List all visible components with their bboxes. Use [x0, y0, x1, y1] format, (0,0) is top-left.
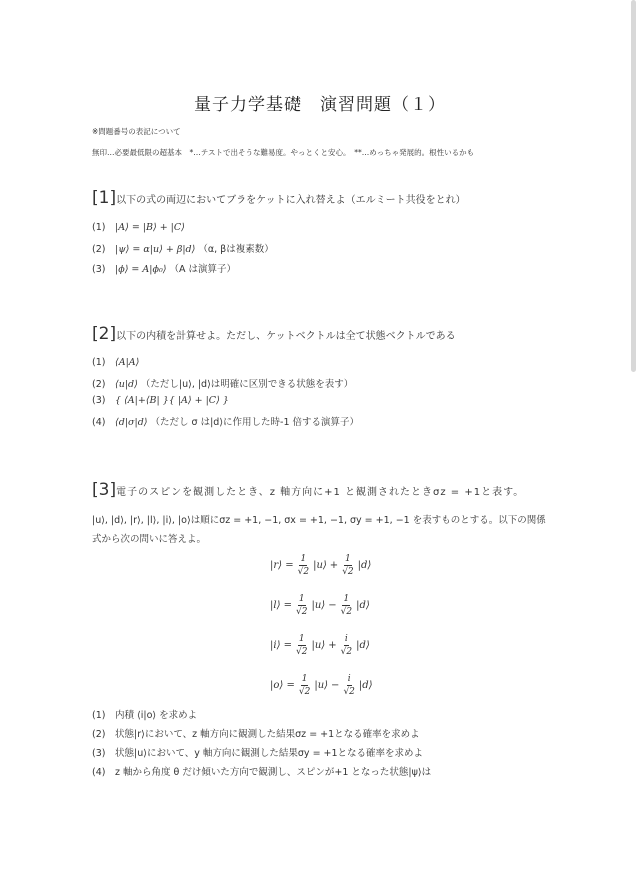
- q1-number: [1]: [92, 188, 117, 208]
- operator: +: [328, 640, 337, 651]
- denominator: √2: [342, 567, 354, 577]
- fraction: [341, 633, 352, 658]
- denominator: √2: [343, 687, 355, 697]
- q2-item-2: [92, 376, 353, 390]
- q1-item-expr: |ϕ⟩ = A|ϕ₀⟩: [115, 264, 167, 275]
- q2-item-label: (2): [92, 379, 106, 390]
- q2-item-note: （ただし σ は|d⟩に作用した時-1 倍する演算子）: [150, 417, 360, 428]
- q1-item-expr: |A⟩ = |B⟩ + |C⟩: [115, 222, 185, 233]
- q3-item-3: [92, 745, 423, 759]
- denominator: √2: [340, 607, 353, 617]
- numerator: i: [344, 634, 348, 644]
- q3-item-1: [92, 707, 197, 721]
- q2-item-note: （ただし|u⟩, |d⟩は明確に区別できる状態を表す）: [140, 379, 354, 390]
- equation-l: [270, 593, 370, 618]
- fraction: [296, 633, 307, 658]
- notes-line-1: ※問題番号の表記について: [92, 127, 181, 136]
- denominator: √2: [340, 647, 353, 657]
- q1-item-label: (1): [92, 222, 106, 233]
- denominator: √2: [297, 567, 310, 577]
- ket-u: |u⟩: [313, 560, 327, 571]
- fraction: [343, 673, 354, 698]
- q3-item-4: [92, 764, 431, 778]
- q2-item-label: (3): [92, 395, 106, 406]
- q2-item-1: [92, 357, 139, 368]
- q3-number: [3]: [92, 480, 117, 500]
- numerator: 1: [301, 674, 308, 684]
- fraction: [342, 553, 353, 578]
- q3-item-text: z 軸から角度 θ だけ傾いた方向で観測し、スピンが+1 となった状態|ψ⟩は: [115, 767, 432, 778]
- q1-item-expr: |ψ⟩ = α|u⟩ + β|d⟩: [115, 244, 196, 255]
- ket-d: |d⟩: [358, 680, 373, 691]
- fraction: [341, 593, 352, 618]
- q3-item-label: (2): [92, 729, 106, 740]
- q2-number: [2]: [92, 324, 117, 344]
- equation-r: [270, 553, 371, 578]
- q3-heading-text: 電子のスピンを観測したとき、z 軸方向に+1 と観測されたときσz = +1と表す。: [116, 487, 525, 498]
- numerator: 1: [298, 634, 305, 644]
- q3-intro-2: 式から次の問いに答えよ。: [92, 534, 207, 545]
- q1-heading: [92, 188, 466, 208]
- q3-intro-1: |u⟩, |d⟩, |r⟩, |l⟩, |i⟩, |o⟩は順にσz = +1, −1, σx = +1, −1, σy = +1, −1 を表すものとする。以下の関係: [92, 515, 546, 526]
- page-title: 量子力学基礎 演習問題（１）: [194, 95, 446, 115]
- q2-item-4: [92, 414, 359, 428]
- fraction: [298, 553, 309, 578]
- numerator: 1: [300, 554, 307, 564]
- denominator: √2: [298, 687, 311, 697]
- operator: +: [329, 560, 339, 571]
- q2-item-expr: ⟨A|A⟩: [115, 357, 140, 368]
- q2-item-expr: ⟨d|σ|d⟩: [115, 417, 148, 428]
- q3-item-text: 状態|r⟩において、z 軸方向に観測した結果σz = +1となる確率を求めよ: [115, 729, 420, 740]
- q3-item-label: (3): [92, 748, 106, 759]
- q2-item-label: (4): [92, 417, 106, 428]
- q1-item-label: (3): [92, 264, 106, 275]
- notes-line-2: 無印…必要最低限の超基本 *…テストで出そうな難易度。やっとくと安心。 **…めっちゃ発展的。根性いるかも: [92, 148, 475, 157]
- ket-d: |d⟩: [356, 600, 370, 611]
- equation-o: [270, 673, 373, 698]
- ket-u: |u⟩: [311, 640, 326, 651]
- equation-lhs: |i⟩ =: [270, 640, 293, 651]
- numerator: 1: [343, 594, 350, 604]
- q1-item-3: [92, 261, 236, 275]
- q2-heading-text: 以下の内積を計算せよ。ただし、ケットベクトルは全て状態ベクトルである: [116, 331, 456, 342]
- equation-lhs: |o⟩ =: [270, 680, 295, 691]
- q1-item-note: （A は演算子）: [169, 264, 237, 275]
- operator: −: [331, 680, 340, 691]
- q3-item-label: (4): [92, 767, 106, 778]
- equation-lhs: |r⟩ =: [270, 560, 294, 571]
- q1-item-label: (2): [92, 244, 106, 255]
- q2-heading: [92, 324, 456, 344]
- q3-heading: [92, 480, 524, 500]
- numerator: 1: [345, 554, 351, 564]
- ket-u: |u⟩: [314, 680, 329, 691]
- q2-item-label: (1): [92, 357, 106, 368]
- numerator: i: [347, 674, 351, 684]
- q3-item-text: 状態|u⟩において、y 軸方向に観測した結果σy = +1となる確率を求めよ: [115, 748, 424, 759]
- ket-d: |d⟩: [356, 640, 370, 651]
- q1-heading-text: 以下の式の両辺においてブラをケットに入れ替えよ（エルミート共役をとれ）: [116, 195, 466, 206]
- q3-item-text: 内積 ⟨i|o⟩ を求めよ: [115, 710, 198, 721]
- fraction: [299, 673, 310, 698]
- numerator: 1: [298, 594, 305, 604]
- q1-item-1: [92, 222, 185, 233]
- q1-item-note: （α, βは複素数）: [198, 244, 274, 255]
- q3-item-2: [92, 726, 420, 740]
- denominator: √2: [296, 607, 308, 617]
- equation-i: [270, 633, 370, 658]
- fraction: [296, 593, 307, 618]
- q2-item-expr: { ⟨A|+⟨B| }{ |A⟩ + |C⟩ }: [115, 395, 229, 406]
- denominator: √2: [296, 647, 308, 657]
- operator: −: [328, 600, 337, 611]
- q3-item-label: (1): [92, 710, 106, 721]
- q2-item-expr: ⟨u|d⟩: [115, 379, 138, 390]
- equation-lhs: |l⟩ =: [270, 600, 293, 611]
- ket-u: |u⟩: [311, 600, 326, 611]
- q1-item-2: [92, 241, 274, 255]
- ket-d: |d⟩: [357, 560, 372, 571]
- q2-item-3: [92, 395, 229, 406]
- vertical-scrollbar[interactable]: [631, 0, 636, 372]
